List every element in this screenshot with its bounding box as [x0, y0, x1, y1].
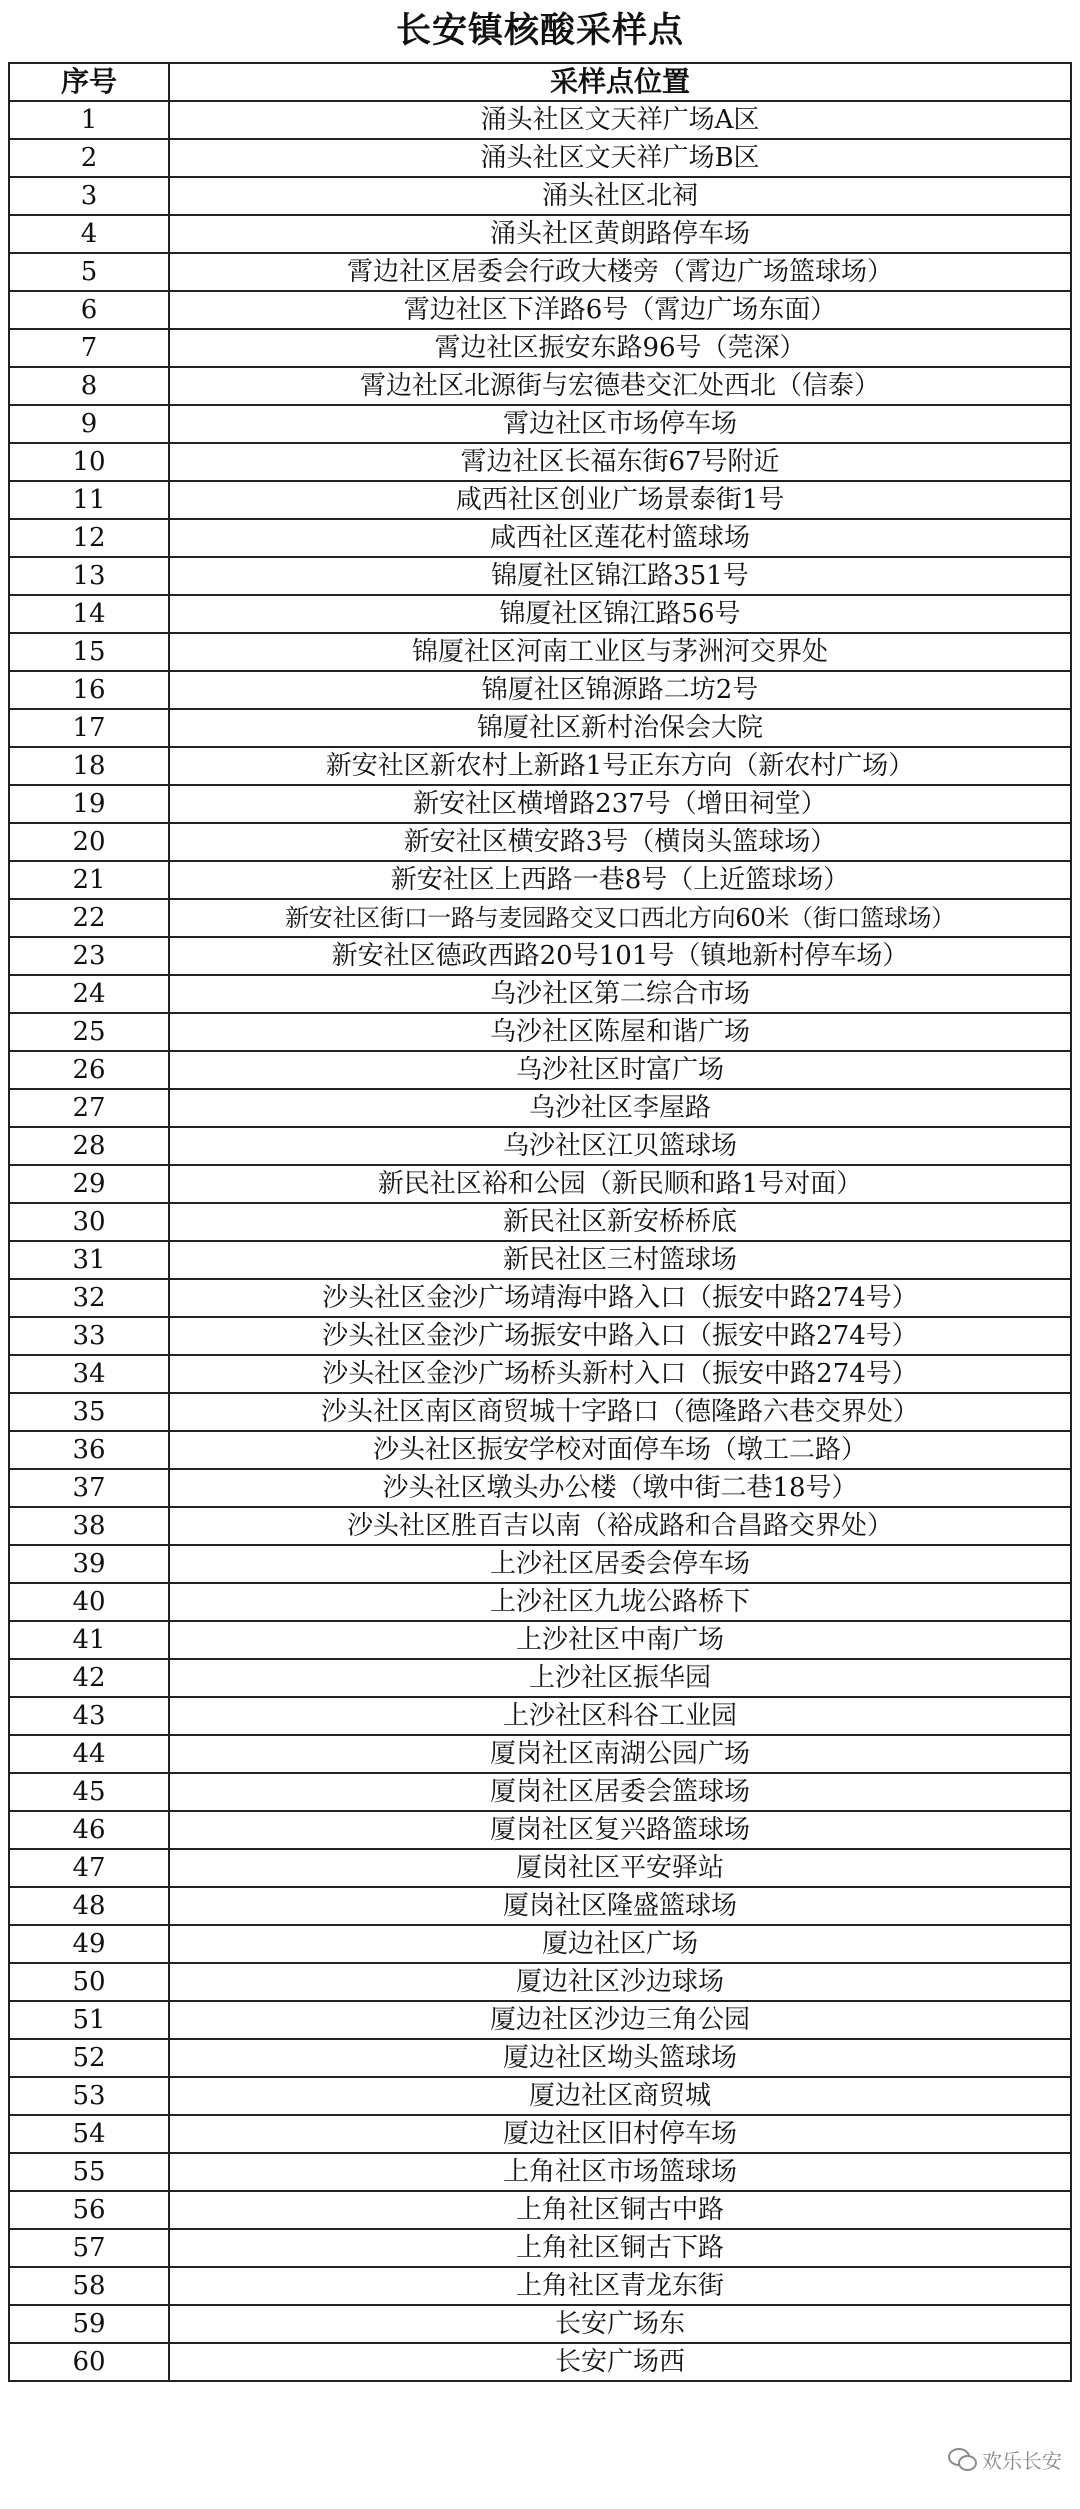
row-location: 新安社区横安路3号（横岗头篮球场） — [169, 823, 1071, 861]
table-row — [9, 1773, 1071, 1811]
table-row — [9, 1165, 1071, 1203]
table-row — [9, 1659, 1071, 1697]
table-row — [9, 101, 1071, 139]
row-location: 涌头社区文天祥广场A区 — [169, 101, 1071, 139]
table-row — [9, 1431, 1071, 1469]
row-serial-number: 33 — [9, 1317, 169, 1355]
table-row — [9, 2153, 1071, 2191]
row-serial-number: 8 — [9, 367, 169, 405]
row-serial-number: 35 — [9, 1393, 169, 1431]
row-location: 乌沙社区陈屋和谐广场 — [169, 1013, 1071, 1051]
row-serial-number: 44 — [9, 1735, 169, 1773]
table-row — [9, 1507, 1071, 1545]
row-location: 新安社区德政西路20号101号（镇地新村停车场） — [169, 937, 1071, 975]
row-location: 上沙社区中南广场 — [169, 1621, 1071, 1659]
row-location: 锦厦社区锦源路二坊2号 — [169, 671, 1071, 709]
row-location: 上沙社区科谷工业园 — [169, 1697, 1071, 1735]
row-location: 厦岗社区平安驿站 — [169, 1849, 1071, 1887]
row-serial-number: 57 — [9, 2229, 169, 2267]
row-location: 新安社区新农村上新路1号正东方向（新农村广场） — [169, 747, 1071, 785]
row-location: 乌沙社区时富广场 — [169, 1051, 1071, 1089]
row-serial-number: 7 — [9, 329, 169, 367]
row-serial-number: 31 — [9, 1241, 169, 1279]
row-serial-number: 52 — [9, 2039, 169, 2077]
table-row — [9, 443, 1071, 481]
table-row — [9, 557, 1071, 595]
row-serial-number: 43 — [9, 1697, 169, 1735]
row-location: 沙头社区金沙广场振安中路入口（振安中路274号） — [169, 1317, 1071, 1355]
row-location: 涌头社区文天祥广场B区 — [169, 139, 1071, 177]
row-serial-number: 60 — [9, 2343, 169, 2381]
row-location: 锦厦社区锦江路56号 — [169, 595, 1071, 633]
row-location: 厦边社区广场 — [169, 1925, 1071, 1963]
table-row — [9, 1241, 1071, 1279]
table-row — [9, 1887, 1071, 1925]
row-serial-number: 16 — [9, 671, 169, 709]
row-serial-number: 29 — [9, 1165, 169, 1203]
table-row — [9, 899, 1071, 937]
row-serial-number: 22 — [9, 899, 169, 937]
table-row — [9, 291, 1071, 329]
row-serial-number: 26 — [9, 1051, 169, 1089]
row-serial-number: 59 — [9, 2305, 169, 2343]
row-location: 新民社区新安桥桥底 — [169, 1203, 1071, 1241]
row-location: 霄边社区振安东路96号（莞深） — [169, 329, 1071, 367]
table-row — [9, 1697, 1071, 1735]
table-row — [9, 1849, 1071, 1887]
table-row — [9, 633, 1071, 671]
table-row — [9, 2001, 1071, 2039]
row-serial-number: 15 — [9, 633, 169, 671]
wechat-watermark — [944, 2444, 1066, 2474]
row-serial-number: 5 — [9, 253, 169, 291]
row-location: 沙头社区金沙广场靖海中路入口（振安中路274号） — [169, 1279, 1071, 1317]
table-row — [9, 2039, 1071, 2077]
table-row — [9, 1355, 1071, 1393]
table-row — [9, 747, 1071, 785]
table-row — [9, 1583, 1071, 1621]
row-serial-number: 42 — [9, 1659, 169, 1697]
header-location: 采样点位置 — [169, 63, 1071, 101]
header-serial-number: 序号 — [9, 63, 169, 101]
table-row — [9, 1545, 1071, 1583]
table-row — [9, 519, 1071, 557]
row-location: 新安社区横增路237号（增田祠堂） — [169, 785, 1071, 823]
row-location: 新安社区街口一路与麦园路交叉口西北方向60米（街口篮球场） — [169, 899, 1071, 937]
row-serial-number: 51 — [9, 2001, 169, 2039]
row-location: 霄边社区市场停车场 — [169, 405, 1071, 443]
watermark-text: 欢乐长安 — [982, 2448, 1062, 2473]
row-location: 霄边社区下洋路6号（霄边广场东面） — [169, 291, 1071, 329]
table-row — [9, 595, 1071, 633]
table-row — [9, 1127, 1071, 1165]
row-serial-number: 20 — [9, 823, 169, 861]
table-row — [9, 2343, 1071, 2381]
row-location: 上沙社区九垅公路桥下 — [169, 1583, 1071, 1621]
table-row — [9, 1925, 1071, 1963]
table-row — [9, 937, 1071, 975]
row-serial-number: 12 — [9, 519, 169, 557]
row-serial-number: 50 — [9, 1963, 169, 2001]
row-serial-number: 38 — [9, 1507, 169, 1545]
table-row — [9, 709, 1071, 747]
row-serial-number: 46 — [9, 1811, 169, 1849]
table-row — [9, 2267, 1071, 2305]
table-row — [9, 1963, 1071, 2001]
row-serial-number: 3 — [9, 177, 169, 215]
row-location: 沙头社区南区商贸城十字路口（德隆路六巷交界处） — [169, 1393, 1071, 1431]
row-location: 锦厦社区河南工业区与茅洲河交界处 — [169, 633, 1071, 671]
row-location: 长安广场西 — [169, 2343, 1071, 2381]
row-serial-number: 28 — [9, 1127, 169, 1165]
row-location: 上角社区青龙东街 — [169, 2267, 1071, 2305]
row-location: 霄边社区长福东街67号附近 — [169, 443, 1071, 481]
row-serial-number: 14 — [9, 595, 169, 633]
table-row — [9, 671, 1071, 709]
table-row — [9, 215, 1071, 253]
row-location: 咸西社区创业广场景泰街1号 — [169, 481, 1071, 519]
row-location: 厦边社区坳头篮球场 — [169, 2039, 1071, 2077]
row-serial-number: 48 — [9, 1887, 169, 1925]
row-location: 厦边社区商贸城 — [169, 2077, 1071, 2115]
row-location: 沙头社区振安学校对面停车场（墩工二路） — [169, 1431, 1071, 1469]
row-location: 涌头社区北祠 — [169, 177, 1071, 215]
row-location: 厦岗社区复兴路篮球场 — [169, 1811, 1071, 1849]
row-location: 沙头社区金沙广场桥头新村入口（振安中路274号） — [169, 1355, 1071, 1393]
row-location: 沙头社区胜百吉以南（裕成路和合昌路交界处） — [169, 1507, 1071, 1545]
row-serial-number: 58 — [9, 2267, 169, 2305]
row-location: 长安广场东 — [169, 2305, 1071, 2343]
row-location: 厦岗社区隆盛篮球场 — [169, 1887, 1071, 1925]
row-serial-number: 18 — [9, 747, 169, 785]
table-row — [9, 367, 1071, 405]
row-location: 霄边社区居委会行政大楼旁（霄边广场篮球场） — [169, 253, 1071, 291]
row-serial-number: 4 — [9, 215, 169, 253]
table-row — [9, 1317, 1071, 1355]
row-serial-number: 47 — [9, 1849, 169, 1887]
row-serial-number: 25 — [9, 1013, 169, 1051]
row-location: 上沙社区振华园 — [169, 1659, 1071, 1697]
row-serial-number: 13 — [9, 557, 169, 595]
row-location: 厦边社区沙边球场 — [169, 1963, 1071, 2001]
table-row — [9, 253, 1071, 291]
row-location: 上角社区铜古下路 — [169, 2229, 1071, 2267]
row-location: 沙头社区墩头办公楼（墩中街二巷18号） — [169, 1469, 1071, 1507]
sampling-sites-table — [8, 62, 1072, 2382]
table-row — [9, 139, 1071, 177]
row-serial-number: 23 — [9, 937, 169, 975]
row-serial-number: 10 — [9, 443, 169, 481]
row-location: 上角社区铜古中路 — [169, 2191, 1071, 2229]
table-row — [9, 975, 1071, 1013]
row-serial-number: 49 — [9, 1925, 169, 1963]
document-title: 长安镇核酸采样点 — [395, 10, 684, 51]
table-row — [9, 2305, 1071, 2343]
table-row — [9, 823, 1071, 861]
row-location: 厦边社区沙边三角公园 — [169, 2001, 1071, 2039]
table-row — [9, 1735, 1071, 1773]
row-serial-number: 45 — [9, 1773, 169, 1811]
row-serial-number: 55 — [9, 2153, 169, 2191]
row-serial-number: 19 — [9, 785, 169, 823]
row-serial-number: 40 — [9, 1583, 169, 1621]
table-row — [9, 1279, 1071, 1317]
row-serial-number: 36 — [9, 1431, 169, 1469]
row-location: 锦厦社区锦江路351号 — [169, 557, 1071, 595]
row-serial-number: 54 — [9, 2115, 169, 2153]
row-serial-number: 2 — [9, 139, 169, 177]
wechat-icon — [948, 2448, 976, 2470]
row-location: 新安社区上西路一巷8号（上近篮球场） — [169, 861, 1071, 899]
table-row — [9, 1089, 1071, 1127]
table-row — [9, 2229, 1071, 2267]
table-row — [9, 405, 1071, 443]
row-location: 上角社区市场篮球场 — [169, 2153, 1071, 2191]
row-location: 霄边社区北源街与宏德巷交汇处西北（信泰） — [169, 367, 1071, 405]
table-row — [9, 1051, 1071, 1089]
row-serial-number: 41 — [9, 1621, 169, 1659]
table-row — [9, 329, 1071, 367]
table-row — [9, 2077, 1071, 2115]
row-location: 新民社区三村篮球场 — [169, 1241, 1071, 1279]
row-serial-number: 30 — [9, 1203, 169, 1241]
row-serial-number: 27 — [9, 1089, 169, 1127]
row-location: 涌头社区黄朗路停车场 — [169, 215, 1071, 253]
row-location: 新民社区裕和公园（新民顺和路1号对面） — [169, 1165, 1071, 1203]
table-row — [9, 177, 1071, 215]
row-location: 乌沙社区江贝篮球场 — [169, 1127, 1071, 1165]
table-row — [9, 1013, 1071, 1051]
table-header-row — [9, 63, 1071, 101]
row-serial-number: 34 — [9, 1355, 169, 1393]
row-location: 厦边社区旧村停车场 — [169, 2115, 1071, 2153]
table-row — [9, 481, 1071, 519]
table-row — [9, 2191, 1071, 2229]
row-serial-number: 11 — [9, 481, 169, 519]
table-row — [9, 1469, 1071, 1507]
row-serial-number: 53 — [9, 2077, 169, 2115]
row-location: 厦岗社区居委会篮球场 — [169, 1773, 1071, 1811]
row-serial-number: 6 — [9, 291, 169, 329]
row-location: 厦岗社区南湖公园广场 — [169, 1735, 1071, 1773]
row-serial-number: 17 — [9, 709, 169, 747]
table-row — [9, 2115, 1071, 2153]
row-location: 锦厦社区新村治保会大院 — [169, 709, 1071, 747]
row-location: 乌沙社区李屋路 — [169, 1089, 1071, 1127]
row-serial-number: 32 — [9, 1279, 169, 1317]
row-serial-number: 9 — [9, 405, 169, 443]
row-serial-number: 39 — [9, 1545, 169, 1583]
table-row — [9, 1393, 1071, 1431]
row-serial-number: 21 — [9, 861, 169, 899]
row-serial-number: 1 — [9, 101, 169, 139]
table-row — [9, 1621, 1071, 1659]
row-serial-number: 24 — [9, 975, 169, 1013]
row-serial-number: 56 — [9, 2191, 169, 2229]
row-location: 上沙社区居委会停车场 — [169, 1545, 1071, 1583]
table-row — [9, 861, 1071, 899]
table-body — [9, 101, 1071, 2381]
table-row — [9, 785, 1071, 823]
table-row — [9, 1203, 1071, 1241]
table-row — [9, 1811, 1071, 1849]
row-location: 咸西社区莲花村篮球场 — [169, 519, 1071, 557]
row-location: 乌沙社区第二综合市场 — [169, 975, 1071, 1013]
row-serial-number: 37 — [9, 1469, 169, 1507]
